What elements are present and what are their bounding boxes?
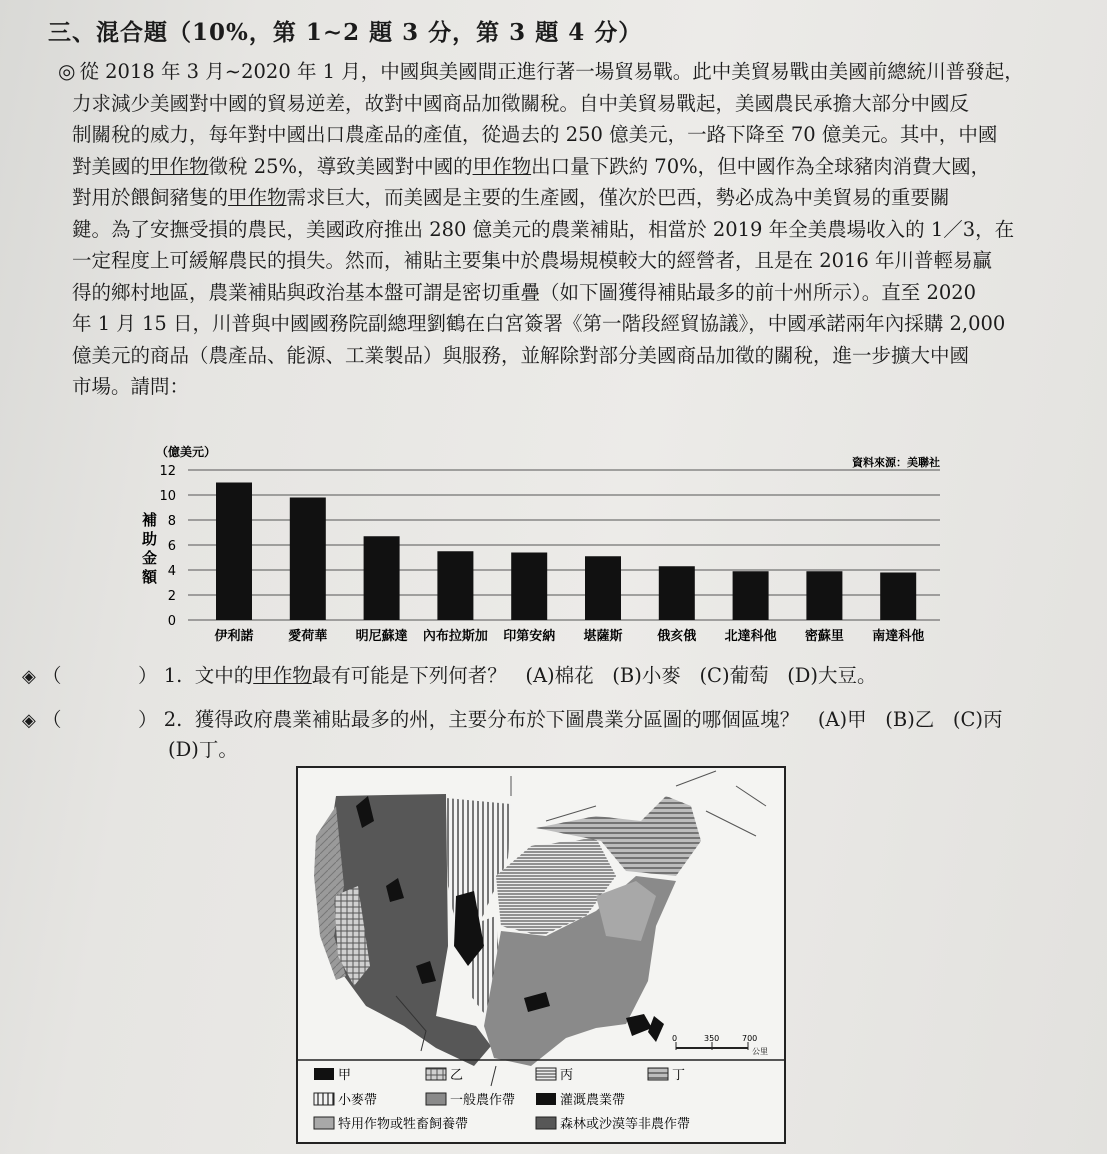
question-2	[22, 704, 1003, 732]
legend-general: 一般農作帶	[450, 1093, 516, 1108]
chart-ytick-label: 8	[167, 514, 176, 529]
passage-line-6: 鍵。為了安撫受損的農民，美國政府推出 280 億美元的農業補貼，相當於 2019 年全美農場收入的 1／3，在	[72, 217, 1015, 241]
question-2-diamond: ◈	[22, 710, 36, 731]
chart-ytick-label: 12	[159, 464, 176, 479]
legend-swatch-jia	[314, 1068, 334, 1080]
question-2-option-d[interactable]: (D)丁。	[168, 738, 238, 761]
question-2-paren-open: （	[42, 708, 62, 731]
passage-line-9: 年 1 月 15 日，川普與中國國務院副總理劉鶴在白宮簽署《第一階段經貿協議》，中國承諾兩年內採購 2,000	[72, 312, 1006, 335]
question-2-option-b[interactable]: (B)乙	[885, 708, 935, 731]
chart-category-label: 南達科他	[872, 629, 925, 644]
legend-special: 特用作物或牲畜飼養帶	[338, 1117, 469, 1132]
legend-swatch-bing	[536, 1068, 556, 1080]
chart-ytick-label: 0	[167, 614, 176, 629]
chart-category-label: 北達科他	[724, 629, 777, 644]
question-2-number: 2.	[163, 708, 183, 731]
legend-swatch-yi	[426, 1068, 446, 1080]
chart-source: 資料來源：美聯社	[852, 456, 940, 469]
legend-swatch-forest	[536, 1117, 556, 1129]
question-2-text: 獲得政府農業補貼最多的州，主要分布於下圖農業分區圖的哪個區塊？	[194, 708, 800, 731]
passage-line-10: 億美元的商品（農產品、能源、工業製品）與服務，並解除對部分美國商品加徵的關稅，進一步擴大中國	[72, 343, 970, 367]
question-1-option-b[interactable]: (B)小麥	[612, 664, 681, 687]
legend-swatch-irrigation	[536, 1093, 556, 1105]
chart-bar	[437, 551, 473, 620]
chart-ylabel-char: 助	[142, 530, 158, 548]
legend-jia: 甲	[338, 1068, 352, 1083]
chart-category-label: 伊利諾	[214, 629, 254, 644]
chart-category-label: 俄亥俄	[657, 629, 697, 644]
chart-category-label: 印第安納	[503, 629, 556, 644]
passage-bullet: ◎	[58, 59, 76, 83]
legend-forest: 森林或沙漠等非農作帶	[560, 1117, 691, 1132]
chart-ytick-label: 4	[167, 564, 176, 579]
question-1-paren-close: ）	[137, 664, 158, 687]
chart-ylabel-char: 金	[142, 549, 158, 567]
chart-unit-label: （億美元）	[156, 445, 217, 459]
question-1-keyword: 甲作物	[253, 664, 312, 687]
legend-ding: 丁	[672, 1068, 686, 1083]
passage-keyword: 甲作物	[150, 154, 209, 178]
passage-line-5: 對用於餵飼豬隻的甲作物需求巨大，而美國是主要的生產國，僅次於巴西，勢必成為中美貿易的重要關	[72, 186, 950, 209]
question-1-text-before: 文中的	[194, 664, 254, 687]
section-title: 三、混合題（10%，第 1∼2 題 3 分，第 3 題 4 分）	[48, 19, 643, 46]
scale-label-350: 350	[704, 1034, 720, 1043]
question-1-text-after: 最有可能是下列何者？	[311, 664, 507, 687]
legend-swatch-general	[426, 1093, 446, 1105]
passage-line-7: 一定程度上可緩解農民的損失。然而，補貼主要集中於農場規模較大的經營者，且是在 2016 年川普輕易贏	[72, 249, 993, 272]
passage-line-2: 力求減少美國對中國的貿易逆差，故對中國商品加徵關稅。自中美貿易戰起，美國農民承擔大部分中國反	[72, 91, 970, 115]
chart-ytick-label: 10	[159, 489, 176, 504]
question-2-paren-close: ）	[137, 708, 158, 731]
question-1-option-a[interactable]: (A)棉花	[525, 664, 594, 687]
legend-irrigation: 灌溉農業帶	[560, 1093, 626, 1108]
chart-category-label: 密蘇里	[804, 629, 844, 644]
passage-line-3: 制關稅的威力，每年對中國出口農產品的產值，從過去的 250 億美元，一路下降至 70 億美元。其中，中國	[72, 123, 998, 146]
legend-yi: 乙	[450, 1068, 464, 1083]
legend-swatch-ding	[648, 1068, 668, 1080]
reading-passage	[58, 56, 1058, 403]
legend-wheat: 小麥帶	[338, 1093, 378, 1108]
us-agriculture-map	[296, 766, 786, 1144]
question-1-paren-open: （	[42, 664, 62, 687]
scale-label-0: 0	[672, 1034, 678, 1043]
question-1	[22, 660, 877, 688]
chart-bar	[806, 571, 842, 620]
chart-bar	[659, 566, 695, 620]
passage-line-8: 得的鄉村地區，農業補貼與政治基本盤可謂是密切重疊（如下圖獲得補貼最多的前十州所示）。直至 2020	[72, 280, 977, 304]
passage-line-11: 市場。請問：	[72, 375, 190, 398]
chart-bar	[880, 573, 916, 621]
scale-label-700: 700	[742, 1034, 758, 1043]
chart-category-label: 愛荷華	[288, 629, 328, 644]
passage-line-1: ◎ 從 2018 年 3 月∼2020 年 1 月，中國與美國間正進行著一場貿易戰。此中美貿易戰由美國前總統川普發起，	[58, 59, 1024, 83]
chart-ytick-label: 6	[167, 539, 176, 554]
chart-bar	[290, 498, 326, 621]
chart-bar	[364, 536, 400, 620]
subsidy-bar-chart	[128, 440, 958, 650]
chart-ylabel-char: 補	[142, 511, 158, 529]
passage-line-4: 對美國的甲作物徵稅 25%，導致美國對中國的甲作物出口量下跌約 70%，但中國作為全球豬肉消費大國，	[72, 154, 991, 178]
legend-swatch-wheat	[314, 1093, 334, 1105]
chart-bar	[733, 571, 769, 620]
passage-keyword: 甲作物	[228, 186, 287, 209]
chart-ylabel-char: 額	[142, 568, 158, 586]
legend-swatch-special	[314, 1117, 334, 1129]
chart-bar	[585, 556, 621, 620]
chart-category-label: 堪薩斯	[583, 629, 623, 644]
chart-bar	[216, 483, 252, 621]
question-2-continuation	[168, 734, 238, 762]
question-1-option-c[interactable]: (C)葡萄	[699, 664, 769, 687]
chart-category-label: 明尼蘇達	[355, 629, 408, 644]
scale-unit: 公里	[752, 1047, 768, 1056]
question-1-option-d[interactable]: (D)大豆。	[787, 664, 877, 687]
chart-bar	[511, 553, 547, 621]
question-2-option-a[interactable]: (A)甲	[817, 708, 867, 731]
question-2-option-c[interactable]: (C)丙	[952, 708, 1003, 731]
legend-bing: 丙	[560, 1068, 574, 1083]
passage-keyword: 甲作物	[472, 154, 532, 178]
chart-ytick-label: 2	[167, 589, 176, 604]
question-1-diamond: ◈	[22, 666, 36, 687]
question-1-number: 1.	[163, 664, 183, 687]
chart-category-label: 內布拉斯加	[422, 629, 488, 644]
